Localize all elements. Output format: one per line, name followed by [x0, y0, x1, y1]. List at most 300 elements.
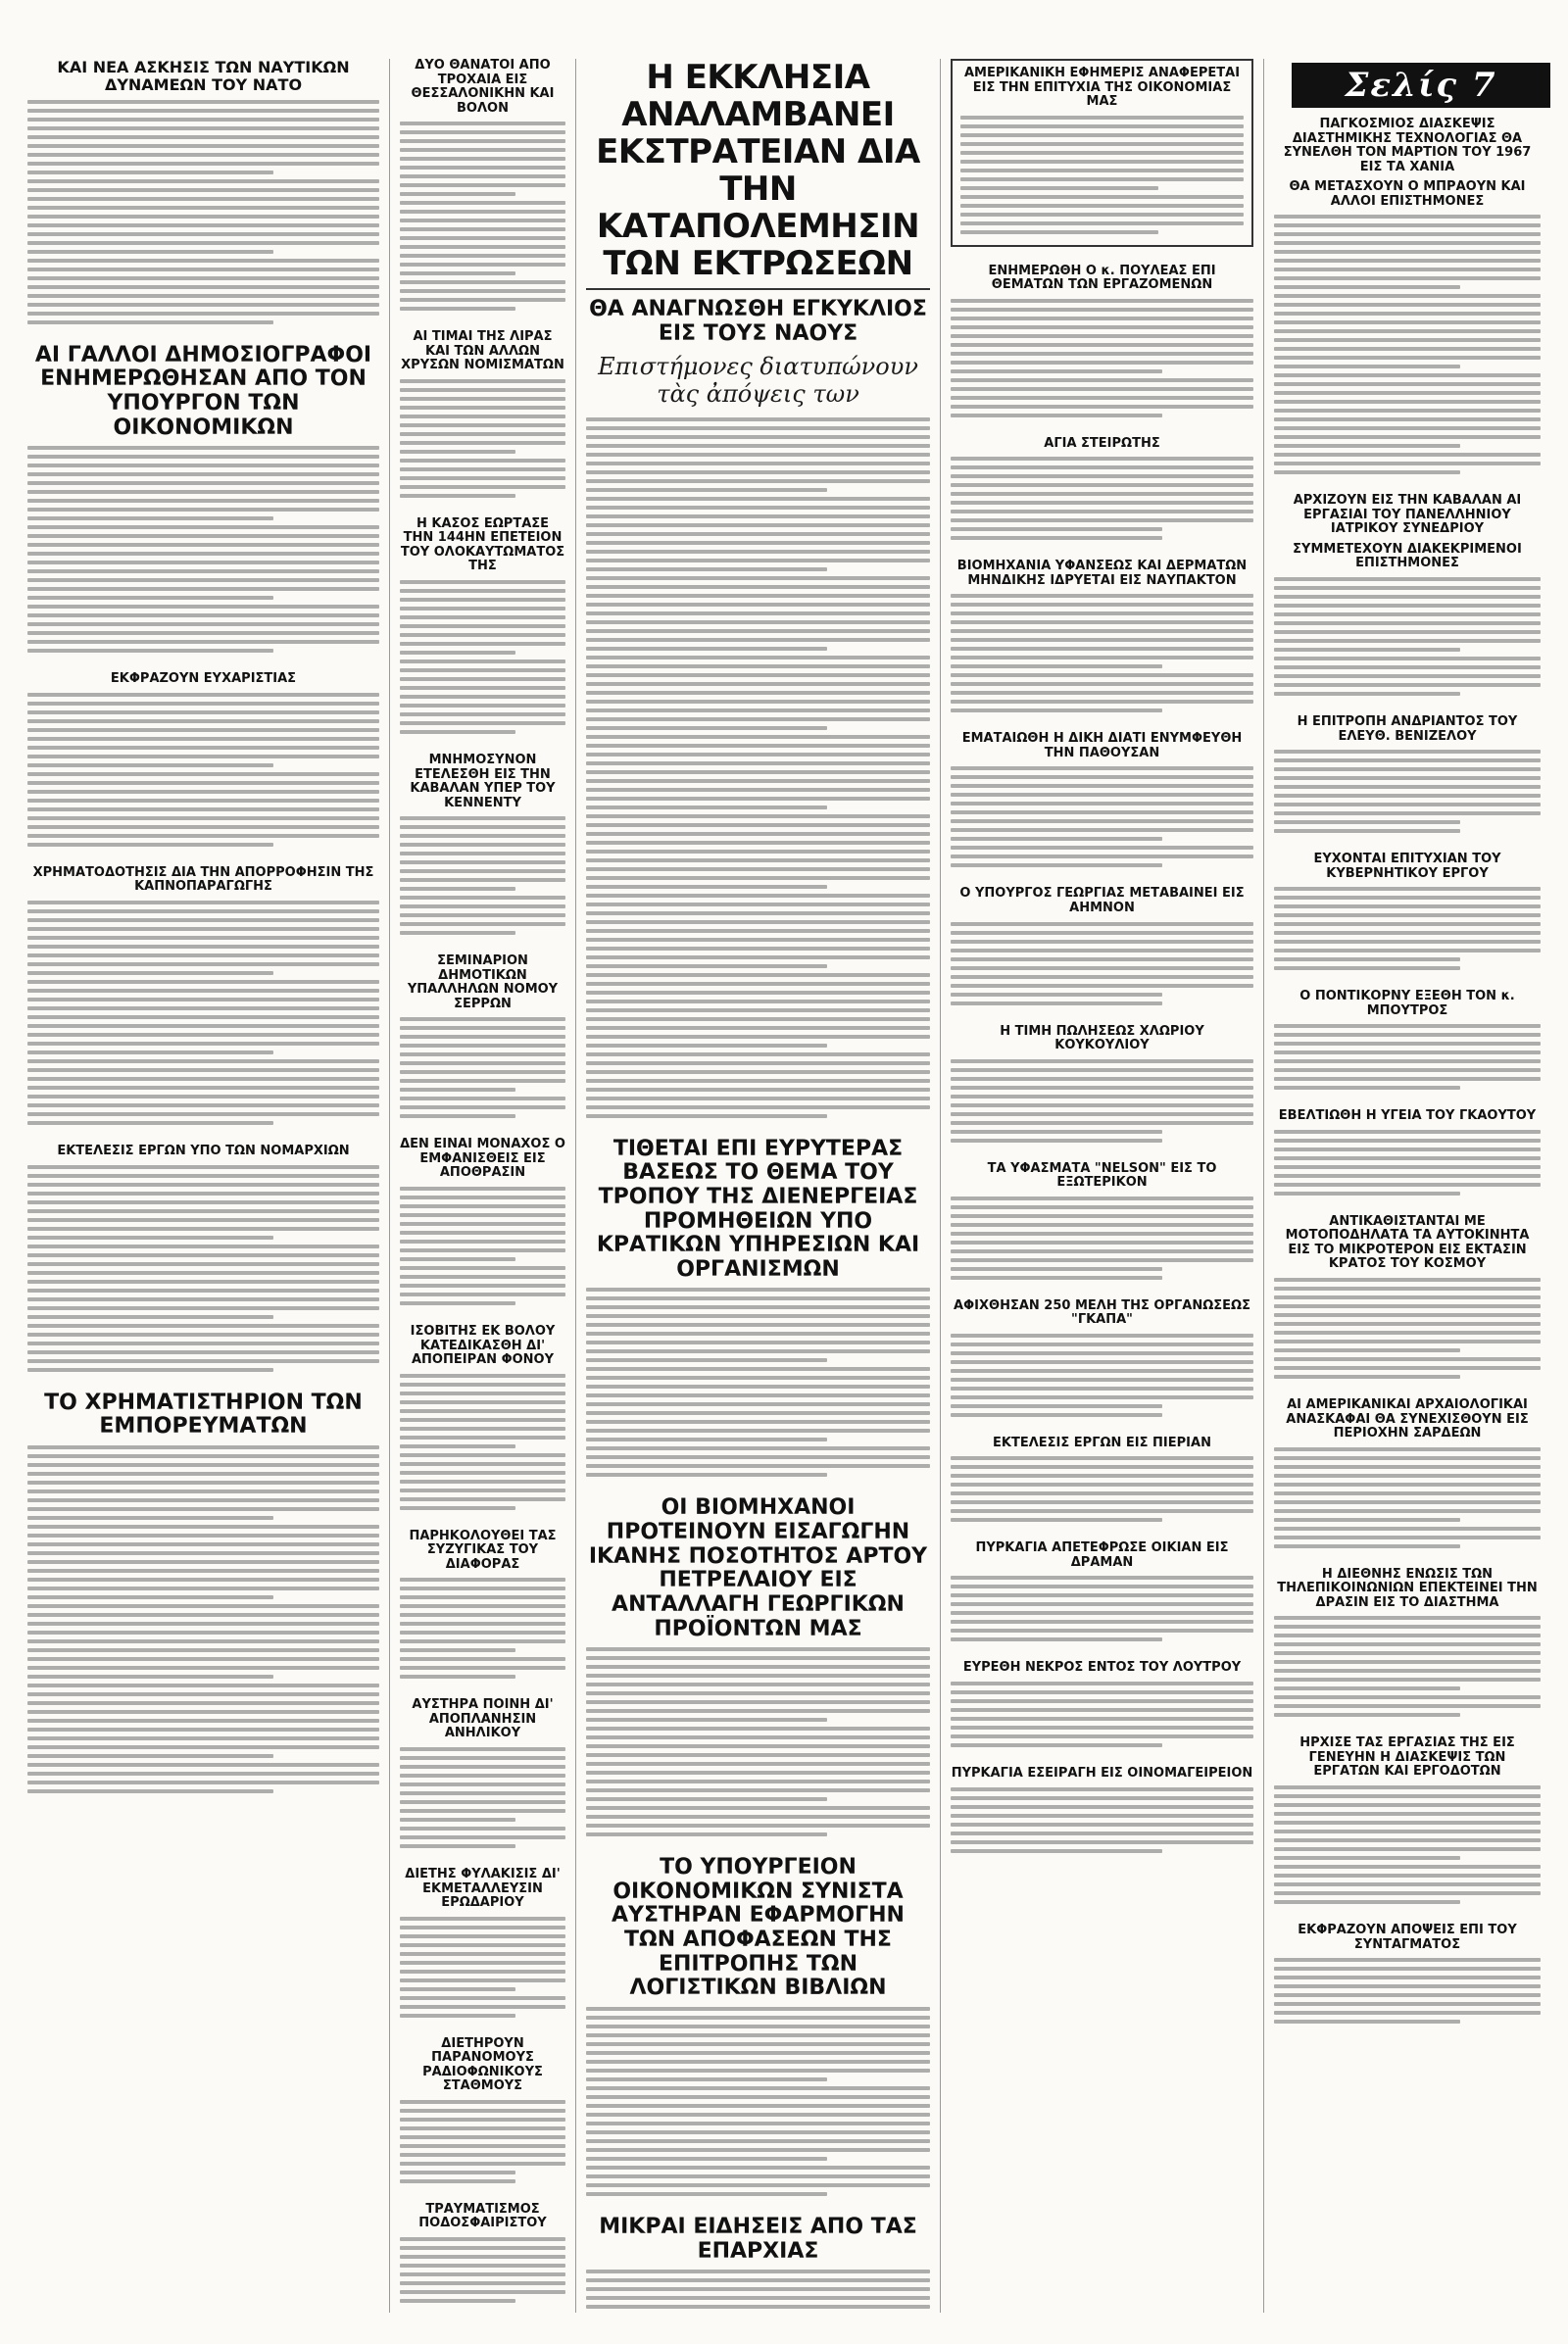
text-line	[400, 2237, 565, 2241]
text-line	[960, 221, 1244, 225]
text-line	[27, 605, 379, 609]
text-line	[27, 561, 379, 564]
text-line	[1274, 1165, 1541, 1169]
text-line	[400, 130, 565, 134]
text-line	[27, 989, 379, 993]
text-line	[400, 1248, 565, 1252]
text-line	[27, 613, 379, 617]
text-line	[586, 2287, 930, 2291]
text-line	[1274, 250, 1541, 254]
text-line	[1274, 417, 1541, 421]
text-line	[586, 955, 930, 959]
article	[951, 1661, 1253, 1747]
text-line	[400, 843, 565, 847]
text-line	[27, 1719, 379, 1723]
text-line	[586, 797, 930, 801]
text-line	[27, 1042, 379, 1046]
text-line	[951, 536, 1162, 540]
text-line	[27, 640, 379, 644]
text-line	[27, 1209, 379, 1213]
article-body	[951, 594, 1253, 712]
text-line	[951, 810, 1253, 814]
text-line	[400, 904, 565, 908]
text-line	[586, 2060, 930, 2064]
text-line	[1274, 1891, 1541, 1895]
text-line	[960, 169, 1244, 172]
text-line	[400, 476, 565, 480]
text-line	[951, 405, 1253, 409]
text-line	[586, 1052, 930, 1056]
text-line	[27, 790, 379, 794]
text-line	[400, 2272, 565, 2276]
text-line	[27, 622, 379, 626]
text-line	[1274, 1616, 1541, 1620]
text-line	[951, 656, 1253, 659]
text-line	[400, 1480, 565, 1484]
text-line	[960, 160, 1244, 164]
text-line	[400, 1506, 515, 1510]
text-line	[27, 1710, 379, 1714]
text-line	[1274, 1331, 1541, 1335]
text-line	[951, 1404, 1162, 1408]
text-line	[27, 1648, 379, 1652]
text-line	[951, 1095, 1253, 1099]
text-line	[586, 1438, 827, 1441]
article-body	[951, 1576, 1253, 1641]
article-body	[586, 417, 930, 1118]
article	[400, 954, 565, 1118]
article-headline: ΟΙ ΒΙΟΜΗΧΑΝΟΙ ΠΡΟΤΕΙΝΟΥΝ ΕΙΣΑΓΩΓΗΝ ΙΚΑΝΗΣ ΠΟΣΟΤΗΤΟΣ ΑΡΤΟΥ ΠΕΤΡΕΛΑΙΟΥ ΕΙΣ ΑΝΤΑΛΛΑΓΗ ΓΕΩΡΓΙΚΩΝ ΠΡΟΪΟΝΤΩΝ ΜΑΣ	[588, 1495, 928, 1641]
text-line	[586, 744, 930, 748]
text-line	[400, 1791, 565, 1795]
text-line	[400, 1293, 565, 1296]
text-line	[27, 320, 273, 324]
text-line	[1274, 1651, 1541, 1655]
text-line	[951, 1456, 1253, 1460]
text-line	[27, 508, 379, 512]
article-headline: Η ΚΑΣΟΣ ΕΩΡΤΑΣΕ ΤΗΝ 144ΗΝ ΕΠΕΤΕΙΟΝ ΤΟΥ ΟΛΟΚΑΥΤΩΜΑΤΟΣ ΤΗΣ	[400, 515, 565, 574]
text-line	[400, 1400, 565, 1404]
article-body	[951, 1059, 1253, 1143]
text-line	[1274, 758, 1541, 762]
text-line	[1274, 1068, 1541, 1072]
text-line	[586, 2305, 930, 2309]
column-4	[941, 59, 1264, 2313]
text-line	[586, 1393, 930, 1397]
text-line	[27, 543, 379, 547]
text-line	[1274, 639, 1541, 643]
article-body	[400, 1747, 565, 1848]
text-line	[1274, 1304, 1541, 1308]
text-line	[951, 775, 1253, 779]
text-line	[951, 527, 1162, 531]
text-line	[27, 1578, 379, 1582]
text-line	[1274, 268, 1541, 271]
text-line	[400, 1392, 565, 1395]
text-line	[400, 1827, 565, 1831]
text-line	[1274, 1634, 1541, 1637]
text-line	[960, 186, 1158, 190]
text-line	[27, 144, 379, 148]
text-line	[400, 2290, 565, 2294]
text-line	[400, 607, 565, 610]
text-line	[1274, 577, 1541, 581]
article	[27, 672, 379, 847]
text-line	[400, 642, 565, 646]
text-line	[586, 1446, 930, 1450]
text-line	[1274, 904, 1541, 908]
text-line	[27, 1551, 379, 1555]
text-line	[400, 192, 515, 196]
text-line	[400, 615, 565, 619]
column-1	[18, 59, 390, 2313]
text-line	[27, 649, 273, 653]
text-line	[27, 552, 379, 556]
article-body	[1274, 1616, 1541, 1717]
text-line	[951, 1699, 1253, 1703]
text-line	[1274, 1313, 1541, 1317]
text-line	[586, 2095, 930, 2099]
text-line	[400, 896, 565, 900]
text-line	[586, 629, 930, 633]
article-body	[27, 1165, 379, 1372]
article-body	[400, 122, 565, 311]
article	[27, 1392, 379, 1793]
text-line	[951, 940, 1253, 944]
text-line	[951, 1629, 1253, 1633]
text-line	[400, 1587, 565, 1590]
text-line	[400, 2100, 565, 2104]
text-line	[960, 213, 1244, 217]
text-line	[586, 1288, 930, 1292]
text-line	[400, 1613, 565, 1617]
article	[1274, 1568, 1541, 1718]
article	[951, 1767, 1253, 1853]
text-line	[400, 852, 565, 855]
text-line	[586, 2077, 827, 2081]
text-line	[400, 651, 515, 655]
text-line	[586, 453, 930, 457]
text-line	[1274, 1357, 1541, 1361]
text-line	[27, 1280, 379, 1284]
text-line	[1274, 803, 1541, 806]
text-line	[586, 1824, 930, 1828]
article	[400, 1868, 565, 2018]
text-line	[27, 118, 379, 122]
text-line	[27, 1245, 379, 1248]
text-line	[1274, 294, 1541, 298]
text-line	[951, 299, 1253, 303]
text-line	[586, 2033, 930, 2037]
text-line	[586, 585, 930, 589]
text-line	[400, 2118, 565, 2122]
article	[400, 1530, 565, 1680]
text-line	[400, 825, 565, 829]
text-line	[400, 157, 565, 161]
article-body	[1274, 1024, 1541, 1090]
text-line	[951, 700, 1253, 704]
text-line	[951, 1593, 1253, 1597]
text-line	[586, 523, 930, 527]
article-headline: ΑΓΙΑ ΣΤΕΙΡΩΤΗΣ	[1044, 435, 1160, 451]
text-line	[951, 1077, 1253, 1081]
text-line	[400, 1782, 565, 1786]
text-line	[586, 426, 930, 430]
text-line	[27, 525, 379, 529]
text-line	[586, 1674, 930, 1678]
text-line	[400, 2246, 565, 2250]
text-line	[586, 708, 930, 712]
text-line	[27, 100, 379, 104]
text-line	[951, 611, 1253, 615]
text-line	[951, 1743, 1162, 1747]
text-line	[951, 1734, 1253, 1738]
text-line	[400, 1978, 565, 1982]
text-line	[400, 1026, 565, 1030]
text-line	[1274, 2002, 1541, 2006]
article-body	[951, 922, 1253, 1005]
text-line	[400, 816, 565, 820]
text-line	[400, 307, 515, 311]
text-line	[1274, 1794, 1541, 1798]
text-line	[400, 174, 565, 178]
text-line	[951, 629, 1253, 633]
text-line	[951, 1518, 1162, 1522]
text-line	[586, 1035, 930, 1039]
text-line	[586, 532, 930, 536]
article	[1274, 1215, 1541, 1379]
text-line	[27, 179, 379, 183]
text-line	[400, 423, 565, 427]
article-headline: ΑΙ ΑΜΕΡΙΚΑΝΙΚΑΙ ΑΡΧΑΙΟΛΟΓΙΚΑΙ ΑΝΑΣΚΑΦΑΙ ΘΑ ΣΥΝΕΧΙΣΘΟΥΝ ΕΙΣ ΠΕΡΙΟΧΗΝ ΣΑΡΔΕΩΝ	[1286, 1397, 1529, 1441]
text-line	[586, 1656, 930, 1660]
text-line	[27, 1165, 379, 1169]
text-line	[960, 133, 1244, 137]
text-line	[27, 631, 379, 635]
text-line	[400, 1301, 515, 1305]
article	[951, 59, 1253, 247]
text-line	[586, 1314, 930, 1318]
text-line	[27, 1297, 379, 1301]
text-line	[1274, 470, 1460, 474]
text-line	[951, 1814, 1253, 1818]
text-line	[400, 236, 565, 240]
text-line	[27, 702, 379, 706]
text-line	[951, 1840, 1253, 1844]
text-line	[1274, 1669, 1541, 1673]
text-line	[586, 717, 930, 721]
text-line	[27, 1236, 273, 1240]
article	[586, 1856, 930, 2196]
text-line	[400, 289, 565, 293]
text-line	[27, 1218, 379, 1222]
text-line	[586, 920, 930, 924]
article-body	[951, 457, 1253, 540]
text-line	[27, 710, 379, 714]
text-line	[27, 1789, 273, 1793]
text-line	[27, 1192, 379, 1196]
text-line	[586, 1008, 930, 1012]
article-headline: ΜΝΗΜΟΣΥΝΟΝ ΕΤΕΛΕΣΘΗ ΕΙΣ ΤΗΝ ΚΑΒΑΛΑΝ ΥΠΕΡ ΤΟΥ ΚΕΝΝΕΝΤΥ	[410, 753, 556, 810]
text-line	[1274, 896, 1541, 900]
text-line	[27, 1183, 379, 1187]
text-line	[1274, 1518, 1460, 1522]
text-line	[586, 788, 930, 792]
text-line	[1274, 683, 1541, 687]
article-body	[1274, 577, 1541, 696]
text-line	[586, 964, 827, 968]
text-line	[1274, 1882, 1541, 1886]
article	[27, 344, 379, 654]
text-line	[951, 1001, 1162, 1005]
text-line	[400, 139, 565, 143]
text-line	[586, 929, 930, 933]
text-line	[1274, 1865, 1541, 1869]
text-line	[1274, 1077, 1541, 1081]
text-line	[586, 1762, 930, 1766]
text-line	[951, 1602, 1253, 1606]
article-headline: ΕΚΦΡΑΖΟΥΝ ΕΥΧΑΡΙΣΤΙΑΣ	[110, 671, 297, 687]
text-line	[1274, 1050, 1541, 1054]
text-line	[960, 151, 1244, 155]
text-line	[951, 931, 1253, 935]
article-body	[27, 901, 379, 1125]
article-headline: ΑΡΧΙΖΟΥΝ ΕΙΣ ΤΗΝ ΚΑΒΑΛΑΝ ΑΙ ΕΡΓΑΣΙΑΙ ΤΟΥ ΠΑΝΕΛΛΗΝΙΟΥ ΙΑΤΡΙΚΟΥ ΣΥΝΕΔΡΙΟΥ	[1293, 493, 1522, 537]
text-line	[951, 1465, 1253, 1469]
text-line	[400, 210, 565, 214]
article	[586, 1138, 930, 1478]
text-line	[586, 1358, 827, 1362]
text-line	[586, 1088, 930, 1092]
text-line	[586, 2025, 930, 2028]
text-line	[400, 2014, 515, 2018]
text-line	[586, 2086, 930, 2090]
text-line	[951, 1726, 1253, 1730]
text-line	[951, 465, 1253, 469]
text-line	[400, 2109, 565, 2113]
text-line	[951, 846, 1253, 850]
text-line	[586, 806, 827, 809]
text-line	[1274, 949, 1541, 952]
text-line	[951, 837, 1162, 841]
text-line	[586, 1771, 930, 1775]
text-line	[951, 766, 1253, 770]
text-line	[400, 406, 565, 410]
text-line	[27, 1525, 379, 1529]
article	[1274, 715, 1541, 833]
text-line	[400, 1756, 565, 1760]
text-line	[400, 730, 515, 734]
article-body	[1274, 1785, 1541, 1904]
text-line	[586, 1349, 930, 1353]
text-line	[1274, 453, 1541, 457]
text-line	[400, 1257, 515, 1261]
text-line	[27, 728, 379, 732]
text-line	[1274, 400, 1541, 404]
text-line	[1274, 1713, 1460, 1717]
text-line	[27, 1315, 273, 1319]
article-headline: ΤΑ ΥΦΑΣΜΑΤΑ "NELSON" ΕΙΣ ΤΟ ΕΞΩΤΕΡΙΚΟΝ	[987, 1160, 1217, 1191]
text-line	[27, 1560, 379, 1564]
article-body	[586, 1288, 930, 1477]
article-headline: ΠΥΡΚΑΓΙΑ ΑΠΕΤΕΦΡΩΣΕ ΟΙΚΙΑΝ ΕΙΣ ΔΡΑΜΑΝ	[975, 1540, 1229, 1570]
text-line	[27, 1333, 379, 1337]
text-line	[400, 913, 565, 917]
text-line	[586, 2174, 930, 2178]
text-line	[1274, 820, 1460, 824]
text-line	[951, 594, 1253, 598]
text-line	[586, 1420, 930, 1424]
text-line	[400, 2299, 515, 2303]
text-line	[951, 1620, 1253, 1624]
text-line	[27, 197, 379, 201]
text-line	[400, 1275, 565, 1279]
text-line	[586, 1709, 930, 1713]
text-line	[400, 1970, 565, 1974]
text-line	[400, 148, 565, 152]
column-5	[1264, 118, 1550, 2313]
text-line	[586, 2296, 930, 2300]
article-body	[951, 1456, 1253, 1522]
text-line	[1274, 966, 1460, 970]
text-line	[400, 1818, 515, 1822]
text-line	[400, 1961, 565, 1965]
text-line	[586, 2016, 930, 2020]
text-line	[400, 379, 565, 383]
text-line	[27, 303, 379, 307]
text-line	[1274, 612, 1541, 616]
text-line	[1274, 1174, 1541, 1178]
article	[400, 2203, 565, 2303]
text-line	[1274, 1847, 1541, 1851]
text-line	[27, 799, 379, 803]
article-subheadline: ΘΑ ΜΕΤΑΣΧΟΥΝ Ο ΜΠΡΑΟΥΝ ΚΑΙ ΑΛΛΟΙ ΕΠΙΣΤΗΜΟΝΕΣ	[1289, 179, 1526, 209]
text-line	[1274, 674, 1541, 678]
text-line	[1274, 1536, 1541, 1539]
article	[586, 2216, 930, 2309]
column-2	[390, 59, 576, 2313]
article	[1274, 118, 1541, 474]
text-line	[1274, 1340, 1541, 1343]
text-line	[586, 2007, 930, 2011]
text-line	[1274, 1465, 1541, 1469]
text-line	[400, 659, 565, 663]
text-line	[951, 1241, 1253, 1245]
text-line	[586, 1464, 930, 1468]
text-line	[27, 1086, 379, 1090]
text-line	[960, 177, 1244, 181]
text-line	[27, 109, 379, 113]
text-line	[400, 1622, 565, 1626]
text-line	[951, 1223, 1253, 1227]
divider	[586, 288, 930, 290]
text-line	[951, 325, 1253, 329]
text-line	[951, 1068, 1253, 1072]
article	[1274, 853, 1541, 970]
text-line	[586, 691, 930, 695]
text-line	[27, 206, 379, 210]
text-line	[951, 682, 1253, 686]
text-line	[951, 664, 1162, 668]
text-line	[27, 825, 379, 829]
text-line	[1274, 285, 1460, 289]
text-line	[586, 1114, 827, 1118]
text-line	[400, 1240, 565, 1244]
text-line	[27, 578, 379, 582]
text-line	[951, 483, 1253, 487]
text-line	[1274, 409, 1541, 413]
article-body	[27, 693, 379, 847]
